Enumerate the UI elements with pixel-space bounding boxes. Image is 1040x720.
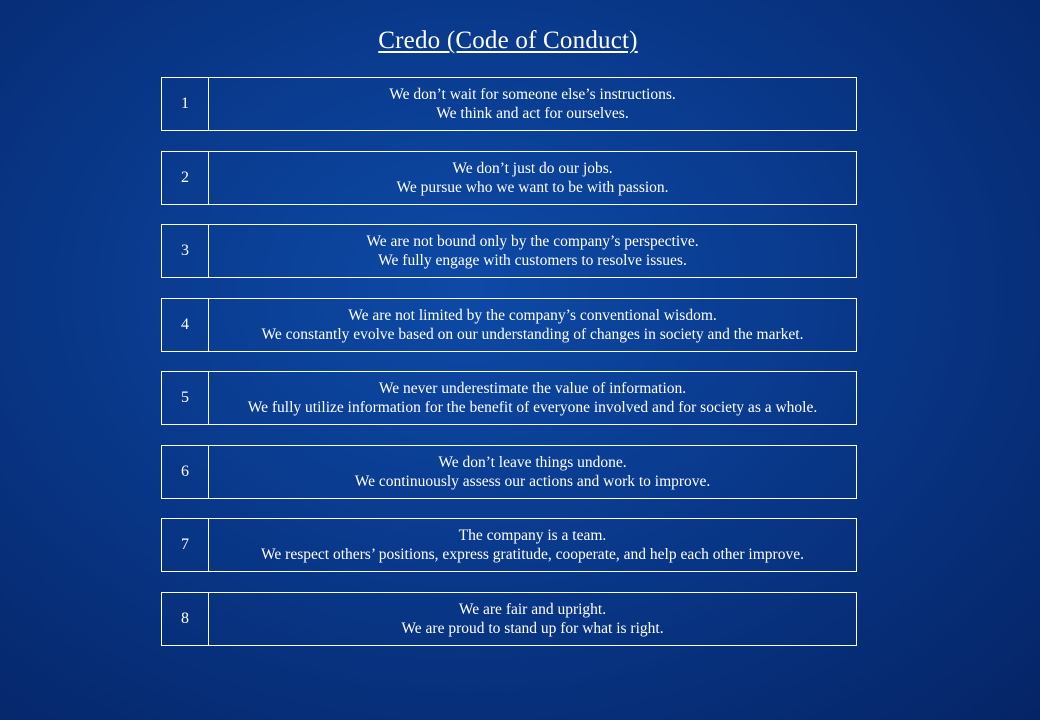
item-line-2: We think and act for ourselves. bbox=[436, 105, 629, 122]
item-number: 3 bbox=[162, 225, 209, 277]
item-text bbox=[209, 299, 856, 351]
item-number: 2 bbox=[162, 152, 209, 204]
item-line-1: We are not limited by the company’s conventional wisdom. bbox=[348, 306, 717, 324]
credo-item-5 bbox=[161, 371, 857, 425]
item-text bbox=[209, 225, 856, 277]
item-text bbox=[209, 152, 856, 204]
item-line-2: We respect others’ positions, express gratitude, cooperate, and help each other improve. bbox=[261, 546, 804, 563]
item-number: 5 bbox=[162, 372, 209, 424]
credo-item-2 bbox=[161, 151, 857, 205]
item-text bbox=[209, 593, 856, 645]
credo-item-7 bbox=[161, 518, 857, 572]
credo-item-3 bbox=[161, 224, 857, 278]
item-line-1: We don’t leave things undone. bbox=[438, 453, 627, 471]
item-line-1: We never underestimate the value of information. bbox=[378, 380, 687, 397]
item-line-2: We continuously assess our actions and work to improve. bbox=[354, 472, 711, 490]
item-line-2: We fully engage with customers to resolve issues. bbox=[378, 252, 687, 269]
item-line-1: We don’t wait for someone else’s instructions. bbox=[389, 86, 676, 103]
item-text bbox=[209, 372, 856, 424]
credo-item-8 bbox=[161, 592, 857, 646]
item-number: 4 bbox=[162, 299, 209, 351]
item-line-2: We pursue who we want to be with passion. bbox=[396, 178, 669, 196]
item-line-2: We constantly evolve based on our understanding of changes in society and the market. bbox=[261, 325, 804, 343]
item-line-2: We are proud to stand up for what is right. bbox=[401, 619, 664, 637]
item-text bbox=[209, 78, 856, 130]
item-line-1: We are fair and upright. bbox=[458, 600, 607, 618]
item-number: 7 bbox=[162, 519, 209, 571]
item-line-1: We don’t just do our jobs. bbox=[452, 159, 613, 177]
item-line-2: We fully utilize information for the benefit of everyone involved and for society as a whole. bbox=[247, 399, 818, 416]
item-text bbox=[209, 519, 856, 571]
item-line-1: We are not bound only by the company’s perspective. bbox=[366, 233, 699, 250]
credo-list bbox=[161, 77, 857, 665]
item-text bbox=[209, 446, 856, 498]
credo-item-4 bbox=[161, 298, 857, 352]
credo-item-1 bbox=[161, 77, 857, 131]
credo-item-6 bbox=[161, 445, 857, 499]
item-number: 1 bbox=[162, 78, 209, 130]
item-number: 6 bbox=[162, 446, 209, 498]
item-number: 8 bbox=[162, 593, 209, 645]
page-title: Credo (Code of Conduct) bbox=[378, 27, 638, 54]
item-line-1: The company is a team. bbox=[458, 527, 607, 544]
